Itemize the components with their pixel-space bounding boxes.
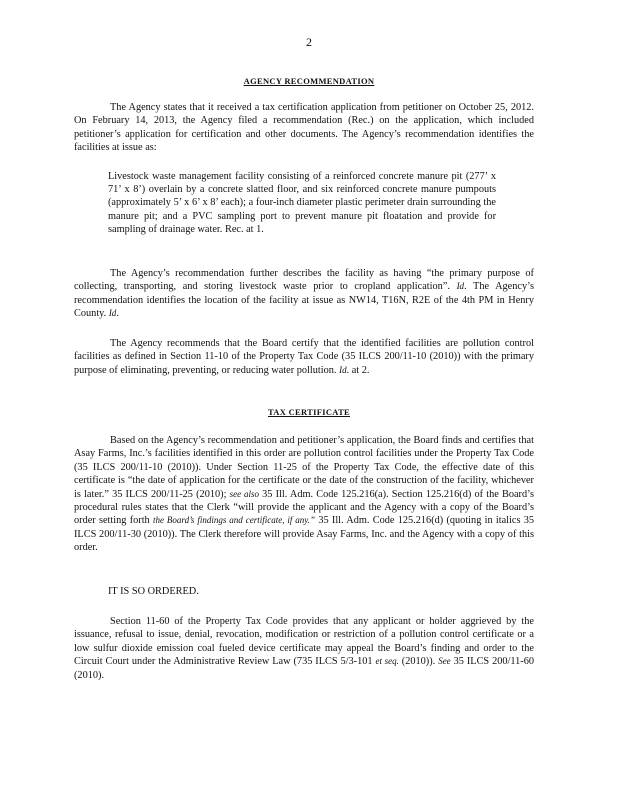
heading-text: TAX CERTIFICATE — [267, 407, 351, 417]
citation-see-also: see also — [229, 488, 259, 499]
paragraph-text: . — [116, 308, 119, 320]
paragraph-text: Section 11-60 of the Property Tax Code provides that any applicant or holder aggrieved by the issuance, refusal to issue, denial, revocation, modification or restriction of a pollution control certificate or a low sulfur dioxide emission coal fueled device certificate may appeal the Board’s finding and order to the Circuit Court under the Administrative Review Law (735 ILCS 5/3-101 — [74, 616, 534, 668]
paragraph-facility-purpose — [74, 267, 534, 321]
order-statement: IT IS SO ORDERED. — [108, 586, 199, 597]
heading-text: AGENCY RECOMMENDATION — [243, 76, 375, 86]
paragraph-agency-application — [74, 101, 534, 155]
tax-certificate-heading — [0, 407, 618, 417]
paragraph-text: (2010)). — [401, 656, 436, 668]
citation-id: Id — [456, 281, 465, 292]
agency-recommendation-heading — [0, 76, 618, 86]
paragraph-text: Based on the Agency’s recommendation and petitioner’s application, the Board finds and certifies that Asay Farms, Inc.’s facilities identified in this order are pollution control facilities under the Property Tax Code (35 ILCS 200/11-10 (2010)). Under Section 11-25 of the Property Tax Code, the effective date of this certificate is “the date of application for the certificate or the date of the construction of the facility, whichever is later.” 35 ILCS 200/11-25 (2010); — [74, 435, 534, 500]
paragraph-appeal-rights — [74, 615, 534, 682]
paragraph-text: 35 Ill. Adm. Code 125.216(d) (quoting in italics 35 ILCS 200/11-30 (2010)). The Clerk therefore will provide Asay Farms, Inc. and the Agency with a copy of this order. — [74, 515, 535, 554]
paragraph-text: The Agency’s recommendation further describes the facility as having “the primary purpose of collecting, transporting, and storing livestock waste prior to cropland application”. — [74, 268, 534, 293]
citation-id: Id — [108, 308, 117, 319]
page-number: 2 — [306, 35, 312, 49]
citation-et-seq: et seq. — [375, 656, 399, 667]
paragraph-text: The Agency recommends that the Board certify that the identified facilities are pollution control facilities as defined in Section 11-10 of the Property Tax Code (35 ILCS 200/11-10 (2010)) with the primary purpose of eliminating, preventing, or reducing water pollution. — [74, 338, 534, 376]
paragraph-text: 35 Ill. Adm. Code 125.216(a). Section 125.216(d) of the Board’s procedural rules states that the Clerk “will provide the applicant and the Agency with a copy of the Board’s order setting forth — [74, 488, 534, 527]
citation-see: See — [438, 656, 451, 667]
paragraph-text: The Agency states that it received a tax certification application from petitioner on October 25, 2012. On February 14, 2013, the Agency filed a recommendation (Rec.) on the application, which included petitioner’s application for certification and other documents. The Agency’s recommendation identifies the facilities at issue as: — [74, 102, 534, 154]
paragraph-text: . The Agency’s recommendation identifies the location of the facility at issue as NW14, T16N, R2E of the 4th PM in Henry County. — [74, 281, 534, 320]
paragraph-board-findings — [74, 434, 534, 555]
quoted-italic-text: the Board’s findings and certificate, if any.” — [152, 515, 316, 526]
citation-id: Id — [339, 364, 347, 375]
facility-description-quote: Livestock waste management facility consisting of a reinforced concrete manure pit (277’ x 71’ x 8’) overlain by a concrete slatted floor, and six reinforced concrete manure pumpouts (approximately 5’ x 6’ x 8’ each); a four-inch diameter plastic perimeter drain surrounding the manure pit; and a PVC sampling port to prevent manure pit floatation and provide for sampling of drainage water. Rec. at 1. — [108, 171, 496, 235]
paragraph-text: . at 2. — [346, 364, 370, 376]
paragraph-text: 35 ILCS 200/11-60 (2010). — [74, 656, 535, 681]
paragraph-agency-recommends — [74, 337, 534, 377]
